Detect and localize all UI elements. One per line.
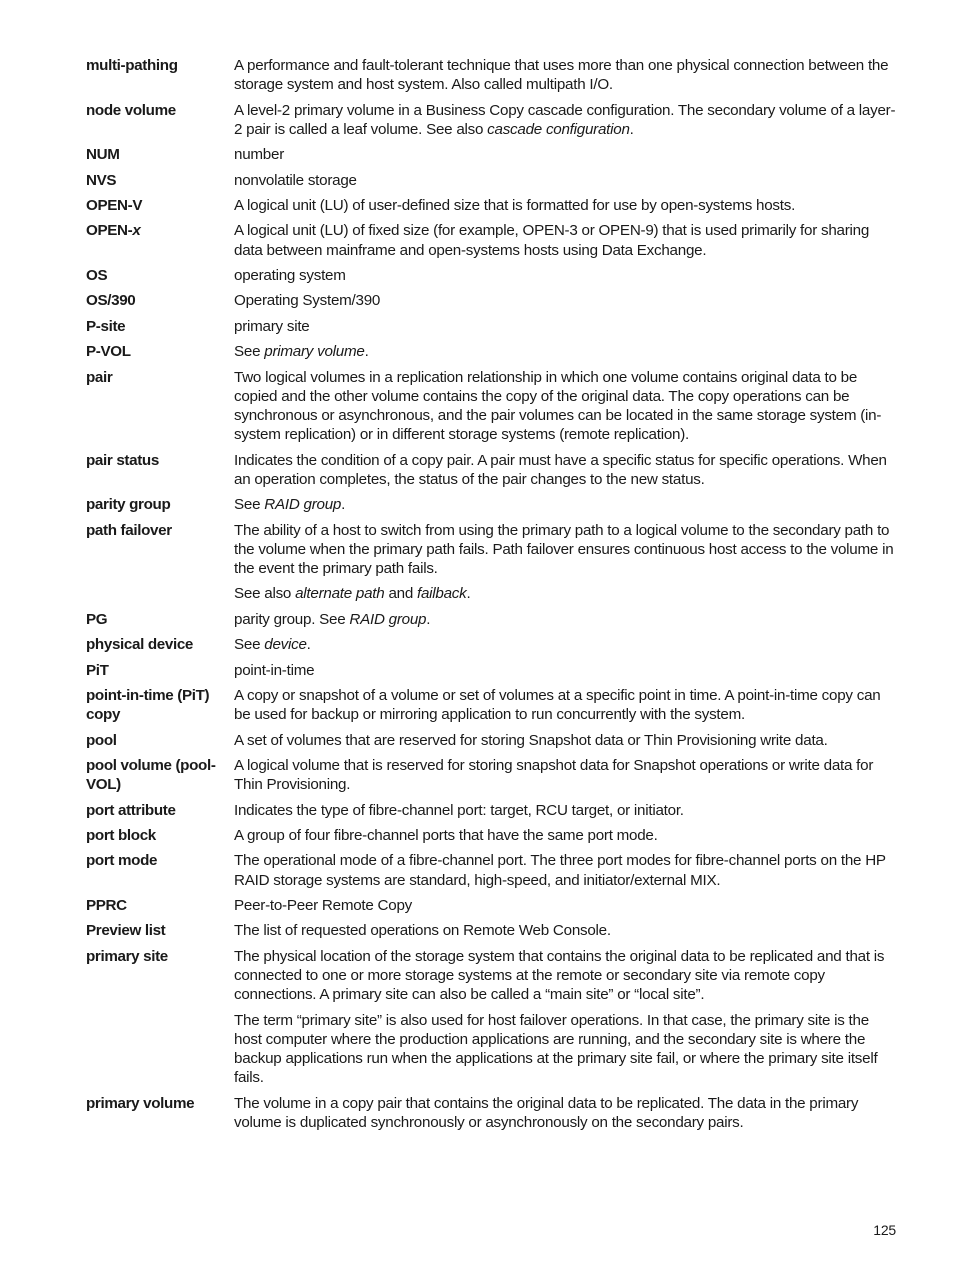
glossary-term: NUM [86, 146, 120, 164]
glossary-entry [86, 947, 898, 1088]
glossary-entry [86, 610, 898, 629]
glossary-definition [234, 317, 898, 336]
glossary-term: PiT [86, 661, 109, 679]
glossary-entry [86, 368, 898, 445]
definition-text: A group of four fibre-channel ports that have the same port mode. [234, 826, 658, 844]
definition-text: . [306, 636, 311, 654]
definition-text: operating system [234, 266, 346, 284]
glossary-entry [86, 826, 898, 845]
glossary-definition [234, 731, 898, 750]
glossary-entry [86, 731, 898, 750]
definition-text: Indicates the condition of a copy pair. A pair must have a specific status for specific operations. When an operation completes, the status of the pair changes to the new status. [234, 451, 887, 488]
cross-reference-text: alternate path [295, 585, 385, 603]
glossary-entry [86, 342, 898, 361]
definition-text: . [341, 496, 346, 514]
definition-text: Two logical volumes in a replication relationship in which one volume contains original data to be copied and the other volume contains the copy of the original data. The copy operations can be synchronous or asynchronous, and the pair volumes can be located in the same storage system (in-system replication) or in different storage systems (remote replication). [234, 368, 882, 444]
glossary-term: port attribute [86, 801, 176, 819]
glossary-entry [86, 145, 898, 164]
glossary-definition [234, 342, 898, 361]
glossary-term: port block [86, 826, 156, 844]
definition-paragraph [234, 196, 898, 215]
definition-paragraph [234, 1094, 898, 1132]
glossary-definition [234, 921, 898, 940]
definition-text: A set of volumes that are reserved for storing Snapshot data or Thin Provisioning write data. [234, 731, 828, 749]
glossary-term: point-in-time (PiT) copy [86, 686, 210, 724]
glossary-definition [234, 896, 898, 915]
glossary-term: Preview list [86, 922, 166, 940]
glossary-term: OS [86, 266, 108, 284]
cross-reference-text: failback [417, 585, 467, 603]
definition-text: nonvolatile storage [234, 171, 357, 189]
glossary-entry [86, 896, 898, 915]
glossary-entry [86, 635, 898, 654]
definition-paragraph [234, 342, 898, 361]
glossary-term: P-site [86, 317, 126, 335]
glossary-entry [86, 686, 898, 724]
definition-text: The volume in a copy pair that contains the original data to be replicated. The data in the primary volume is duplicated synchronously or asynchronously on the secondary pairs. [234, 1094, 859, 1131]
definition-paragraph [234, 451, 898, 489]
definition-text: and [384, 585, 417, 603]
glossary-entry [86, 661, 898, 680]
glossary-definition [234, 521, 898, 604]
glossary-definition [234, 756, 898, 794]
definition-text: The list of requested operations on Remote Web Console. [234, 922, 611, 940]
definition-text: . [466, 585, 471, 603]
glossary-entry [86, 1094, 898, 1132]
glossary-term: primary site [86, 947, 168, 965]
glossary-term: pair [86, 368, 113, 386]
definition-text: The ability of a host to switch from using the primary path to a logical volume to the secondary path to the volume when the primary path fails. Path failover ensures continuous host access to the volume in the event the primary path fails. [234, 521, 894, 577]
glossary-entry [86, 851, 898, 889]
glossary-definition [234, 451, 898, 489]
definition-paragraph [234, 661, 898, 680]
definition-paragraph [234, 635, 898, 654]
definition-text: Indicates the type of fibre-channel port: target, RCU target, or initiator. [234, 801, 684, 819]
definition-text: A logical volume that is reserved for storing snapshot data for Snapshot operations or write data for Thin Provisioning. [234, 756, 874, 794]
glossary-definition [234, 196, 898, 215]
glossary-entry [86, 171, 898, 190]
glossary-term: parity group [86, 496, 171, 514]
definition-text: A performance and fault-tolerant technique that uses more than one physical connection between the storage system and host system. Also called multipath I/O. [234, 57, 889, 94]
definition-text: See [234, 636, 265, 654]
glossary-entry [86, 56, 898, 94]
glossary-term: port mode [86, 852, 158, 870]
glossary-entry [86, 101, 898, 139]
definition-text: Operating System/390 [234, 292, 381, 310]
glossary-definition [234, 495, 898, 514]
glossary-definition [234, 826, 898, 845]
glossary-definition [234, 686, 898, 724]
definition-text: See [234, 343, 265, 361]
glossary-entry [86, 266, 898, 285]
definition-text: A logical unit (LU) of user-defined size that is formatted for use by open-systems hosts. [234, 196, 796, 214]
definition-paragraph [234, 495, 898, 514]
glossary-term: physical device [86, 636, 194, 654]
glossary-definition [234, 221, 898, 259]
definition-paragraph [234, 317, 898, 336]
glossary-entry [86, 801, 898, 820]
definition-text: A logical unit (LU) of fixed size (for example, OPEN-3 or OPEN-9) that is used primarily for sharing data between mainframe and open-systems hosts using Data Exchange. [234, 222, 870, 259]
definition-paragraph [234, 801, 898, 820]
glossary-term: node volume [86, 101, 176, 119]
glossary-definition [234, 368, 898, 445]
definition-text: Peer-to-Peer Remote Copy [234, 896, 413, 914]
definition-text: OPEN- [86, 222, 133, 240]
glossary-definition [234, 635, 898, 654]
definition-paragraph [234, 368, 898, 445]
glossary-term: OS/390 [86, 292, 136, 310]
glossary-entry [86, 451, 898, 489]
cross-reference-text: x [132, 222, 141, 240]
glossary-entry [86, 756, 898, 794]
definition-paragraph [234, 291, 898, 310]
definition-paragraph [234, 584, 898, 603]
glossary-entry [86, 221, 898, 259]
definition-paragraph [234, 521, 898, 579]
definition-text: parity group. See [234, 610, 350, 628]
glossary-definition [234, 661, 898, 680]
definition-paragraph [234, 266, 898, 285]
definition-paragraph [234, 56, 898, 94]
glossary-definition [234, 266, 898, 285]
definition-text: . [426, 610, 431, 628]
glossary-definition [234, 1094, 898, 1132]
definition-paragraph [234, 921, 898, 940]
cross-reference-text: RAID group [264, 496, 342, 514]
glossary-definition [234, 145, 898, 164]
definition-text: The operational mode of a fibre-channel port. The three port modes for fibre-channel ports on the HP RAID storage systems are standard, high-speed, and initiator/external MIX. [234, 852, 886, 889]
glossary-definition [234, 171, 898, 190]
glossary-entry [86, 317, 898, 336]
definition-paragraph [234, 896, 898, 915]
definition-paragraph [234, 610, 898, 629]
glossary-term: pool [86, 731, 117, 749]
glossary-entry [86, 921, 898, 940]
definition-paragraph [234, 221, 898, 259]
page-number: 125 [873, 1222, 896, 1238]
glossary-term: P-VOL [86, 343, 131, 361]
glossary-term [86, 221, 234, 259]
glossary-term: pool volume (pool-VOL) [86, 756, 216, 794]
glossary-term: PPRC [86, 896, 127, 914]
definition-text: See also [234, 585, 296, 603]
glossary-definition [234, 947, 898, 1088]
definition-paragraph [234, 731, 898, 750]
definition-text: . [629, 120, 634, 138]
glossary-entry [86, 291, 898, 310]
glossary-term: PG [86, 610, 108, 628]
cross-reference-text: RAID group [349, 610, 427, 628]
glossary-list [86, 56, 898, 1138]
definition-paragraph [234, 686, 898, 724]
definition-paragraph [234, 101, 898, 139]
definition-text: The physical location of the storage system that contains the original data to be replicated and that is connected to one or more storage systems at the remote or secondary site via remote copy connections. A primary site can also be called a “main site” or “local site”. [234, 947, 885, 1004]
glossary-entry [86, 495, 898, 514]
glossary-definition [234, 801, 898, 820]
definition-paragraph [234, 145, 898, 164]
definition-paragraph [234, 756, 898, 794]
definition-paragraph [234, 947, 898, 1005]
glossary-term: multi-pathing [86, 57, 178, 74]
definition-text: The term “primary site” is also used for host failover operations. In that case, the primary site is the host computer where the production applications are running, and the secondary site is where the backup applications run when the applications at the primary site fail, or where the primary site itself fails. [234, 1011, 878, 1087]
cross-reference-text: device [264, 636, 307, 654]
definition-text: number [234, 146, 284, 164]
definition-paragraph [234, 826, 898, 845]
glossary-term: path failover [86, 521, 172, 539]
glossary-definition [234, 101, 898, 139]
definition-text: . [364, 343, 369, 361]
definition-text: point-in-time [234, 661, 315, 679]
glossary-term: pair status [86, 451, 159, 469]
glossary-entry [86, 521, 898, 604]
definition-text: See [234, 496, 265, 514]
glossary-definition [234, 851, 898, 889]
glossary-definition [234, 291, 898, 310]
definition-text: primary site [234, 317, 310, 335]
glossary-definition [234, 610, 898, 629]
cross-reference-text: primary volume [264, 343, 365, 361]
cross-reference-text: cascade configuration [487, 120, 630, 138]
definition-paragraph [234, 851, 898, 889]
definition-text: A copy or snapshot of a volume or set of volumes at a specific point in time. A point-in-time copy can be used for backup or mirroring application to run concurrently with the system. [234, 686, 881, 724]
glossary-term: OPEN-V [86, 196, 143, 214]
definition-paragraph [234, 1011, 898, 1088]
glossary-definition [234, 56, 898, 94]
glossary-term: NVS [86, 171, 117, 189]
glossary-term: primary volume [86, 1094, 195, 1112]
definition-text: A level-2 primary volume in a Business Copy cascade configuration. The secondary volume of a layer-2 pair is called a leaf volume. See also [234, 101, 896, 138]
definition-paragraph [234, 171, 898, 190]
glossary-entry [86, 196, 898, 215]
